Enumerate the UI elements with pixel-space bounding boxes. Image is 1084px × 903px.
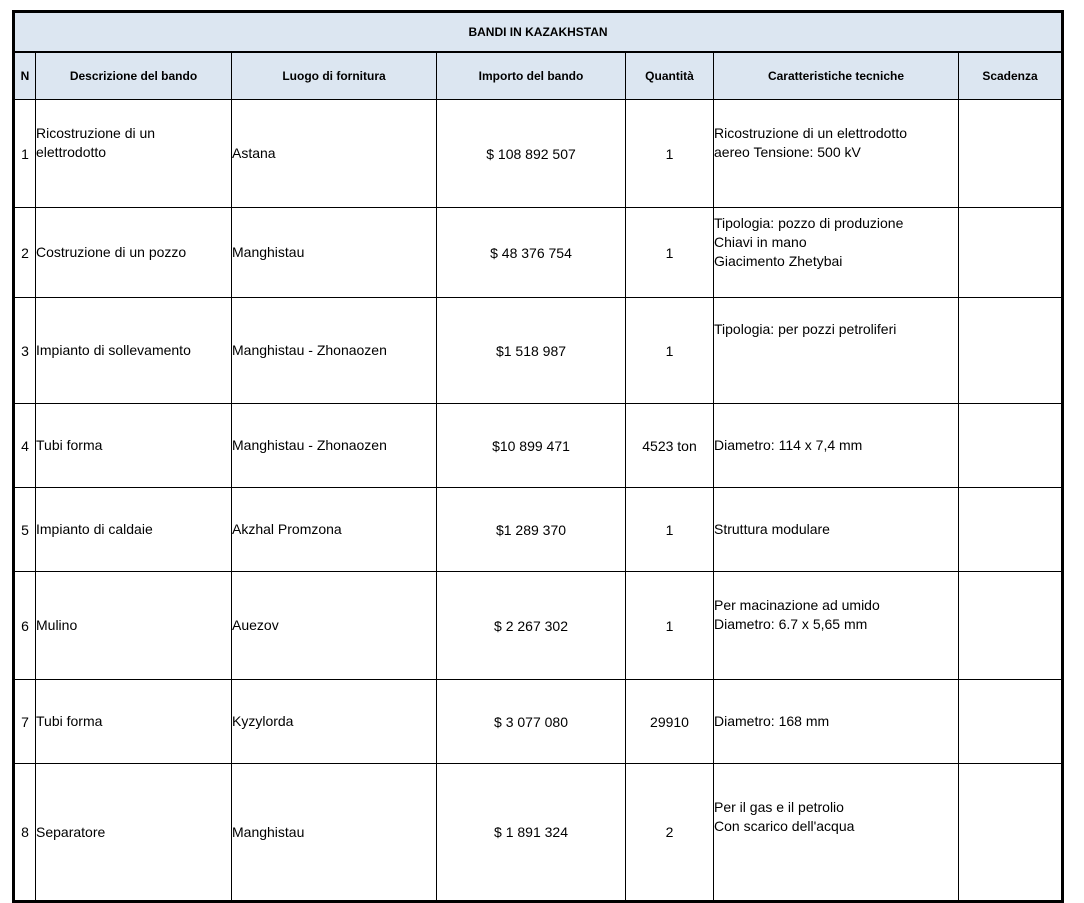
cell-n: 3 xyxy=(14,298,36,404)
tenders-table-container xyxy=(12,10,1064,903)
cell-caratteristiche xyxy=(714,680,959,764)
cell-importo: $1 289 370 xyxy=(437,488,626,572)
cell-luogo: Manghistau - Zhonaozen xyxy=(232,298,437,404)
cell-quantita: 1 xyxy=(626,298,714,404)
table-row xyxy=(14,572,1063,680)
cell-text-line: elettrodotto xyxy=(36,144,107,160)
cell-importo: $ 2 267 302 xyxy=(437,572,626,680)
cell-importo: $1 518 987 xyxy=(437,298,626,404)
cell-text-line: Giacimento Zhetybai xyxy=(714,253,843,269)
cell-scadenza xyxy=(959,680,1063,764)
cell-descrizione xyxy=(36,680,232,764)
cell-text-line: Mulino xyxy=(36,617,78,633)
cell-scadenza xyxy=(959,764,1063,902)
cell-n: 7 xyxy=(14,680,36,764)
cell-scadenza xyxy=(959,298,1063,404)
cell-quantita: 2 xyxy=(626,764,714,902)
cell-caratteristiche xyxy=(714,100,959,208)
cell-text-line: Diametro: 6.7 x 5,65 mm xyxy=(714,616,868,632)
tenders-table xyxy=(12,10,1064,903)
header-scadenza: Scadenza xyxy=(959,52,1063,100)
cell-luogo: Manghistau xyxy=(232,764,437,902)
cell-caratteristiche xyxy=(714,298,959,404)
cell-caratteristiche xyxy=(714,404,959,488)
cell-luogo: Astana xyxy=(232,100,437,208)
cell-quantita: 1 xyxy=(626,100,714,208)
cell-text-line: Diametro: 168 mm xyxy=(714,713,830,729)
cell-text-line: Ricostruzione di un elettrodotto xyxy=(714,125,907,141)
cell-n: 6 xyxy=(14,572,36,680)
cell-importo: $ 3 077 080 xyxy=(437,680,626,764)
table-row xyxy=(14,298,1063,404)
cell-text-line: Per macinazione ad umido xyxy=(714,597,880,613)
cell-quantita: 1 xyxy=(626,208,714,298)
cell-descrizione xyxy=(36,208,232,298)
header-row xyxy=(14,52,1063,100)
cell-descrizione xyxy=(36,100,232,208)
header-n: N xyxy=(14,52,36,100)
cell-descrizione xyxy=(36,764,232,902)
table-row xyxy=(14,680,1063,764)
cell-luogo: Manghistau xyxy=(232,208,437,298)
table-title: BANDI IN KAZAKHSTAN xyxy=(14,12,1063,53)
cell-quantita: 4523 ton xyxy=(626,404,714,488)
header-quantita: Quantità xyxy=(626,52,714,100)
cell-luogo: Kyzylorda xyxy=(232,680,437,764)
cell-luogo: Manghistau - Zhonaozen xyxy=(232,404,437,488)
cell-text-line: Ricostruzione di un xyxy=(36,125,156,141)
cell-n: 1 xyxy=(14,100,36,208)
cell-n: 4 xyxy=(14,404,36,488)
cell-scadenza xyxy=(959,488,1063,572)
cell-text-line: Per il gas e il petrolio xyxy=(714,799,844,815)
cell-scadenza xyxy=(959,404,1063,488)
header-importo: Importo del bando xyxy=(437,52,626,100)
cell-n: 5 xyxy=(14,488,36,572)
cell-quantita: 1 xyxy=(626,572,714,680)
cell-text-line: Impianto di sollevamento xyxy=(36,342,191,358)
header-luogo: Luogo di fornitura xyxy=(232,52,437,100)
cell-caratteristiche xyxy=(714,764,959,902)
table-row xyxy=(14,100,1063,208)
cell-scadenza xyxy=(959,208,1063,298)
cell-text-line: Tipologia: per pozzi petroliferi xyxy=(714,321,897,337)
cell-text-line: Separatore xyxy=(36,823,106,840)
table-row xyxy=(14,764,1063,902)
cell-quantita: 29910 xyxy=(626,680,714,764)
cell-importo: $ 48 376 754 xyxy=(437,208,626,298)
cell-n: 8 xyxy=(14,764,36,902)
cell-descrizione xyxy=(36,404,232,488)
cell-importo: $10 899 471 xyxy=(437,404,626,488)
cell-text-line: Con scarico dell'acqua xyxy=(714,818,855,834)
cell-caratteristiche xyxy=(714,572,959,680)
cell-descrizione xyxy=(36,572,232,680)
cell-luogo: Akzhal Promzona xyxy=(232,488,437,572)
cell-caratteristiche xyxy=(714,488,959,572)
cell-descrizione xyxy=(36,298,232,404)
cell-text-line: Tipologia: pozzo di produzione xyxy=(714,215,904,231)
cell-caratteristiche xyxy=(714,208,959,298)
cell-text-line: aereo Tensione: 500 kV xyxy=(714,144,861,160)
header-descrizione: Descrizione del bando xyxy=(36,52,232,100)
cell-text-line: Tubi forma xyxy=(36,713,103,729)
cell-text-line: Diametro: 114 x 7,4 mm xyxy=(714,437,863,453)
cell-importo: $ 108 892 507 xyxy=(437,100,626,208)
table-row xyxy=(14,208,1063,298)
cell-text-line: Chiavi in mano xyxy=(714,234,807,250)
cell-quantita: 1 xyxy=(626,488,714,572)
cell-text-line: Costruzione di un pozzo xyxy=(36,244,187,260)
table-row xyxy=(14,488,1063,572)
cell-n: 2 xyxy=(14,208,36,298)
cell-scadenza xyxy=(959,572,1063,680)
table-row xyxy=(14,404,1063,488)
cell-descrizione xyxy=(36,488,232,572)
cell-text-line: Tubi forma xyxy=(36,437,103,453)
header-caratteristiche: Caratteristiche tecniche xyxy=(714,52,959,100)
cell-scadenza xyxy=(959,100,1063,208)
cell-text-line: Struttura modulare xyxy=(714,521,830,537)
cell-luogo: Auezov xyxy=(232,572,437,680)
cell-importo: $ 1 891 324 xyxy=(437,764,626,902)
cell-text-line: Impianto di caldaie xyxy=(36,521,153,537)
